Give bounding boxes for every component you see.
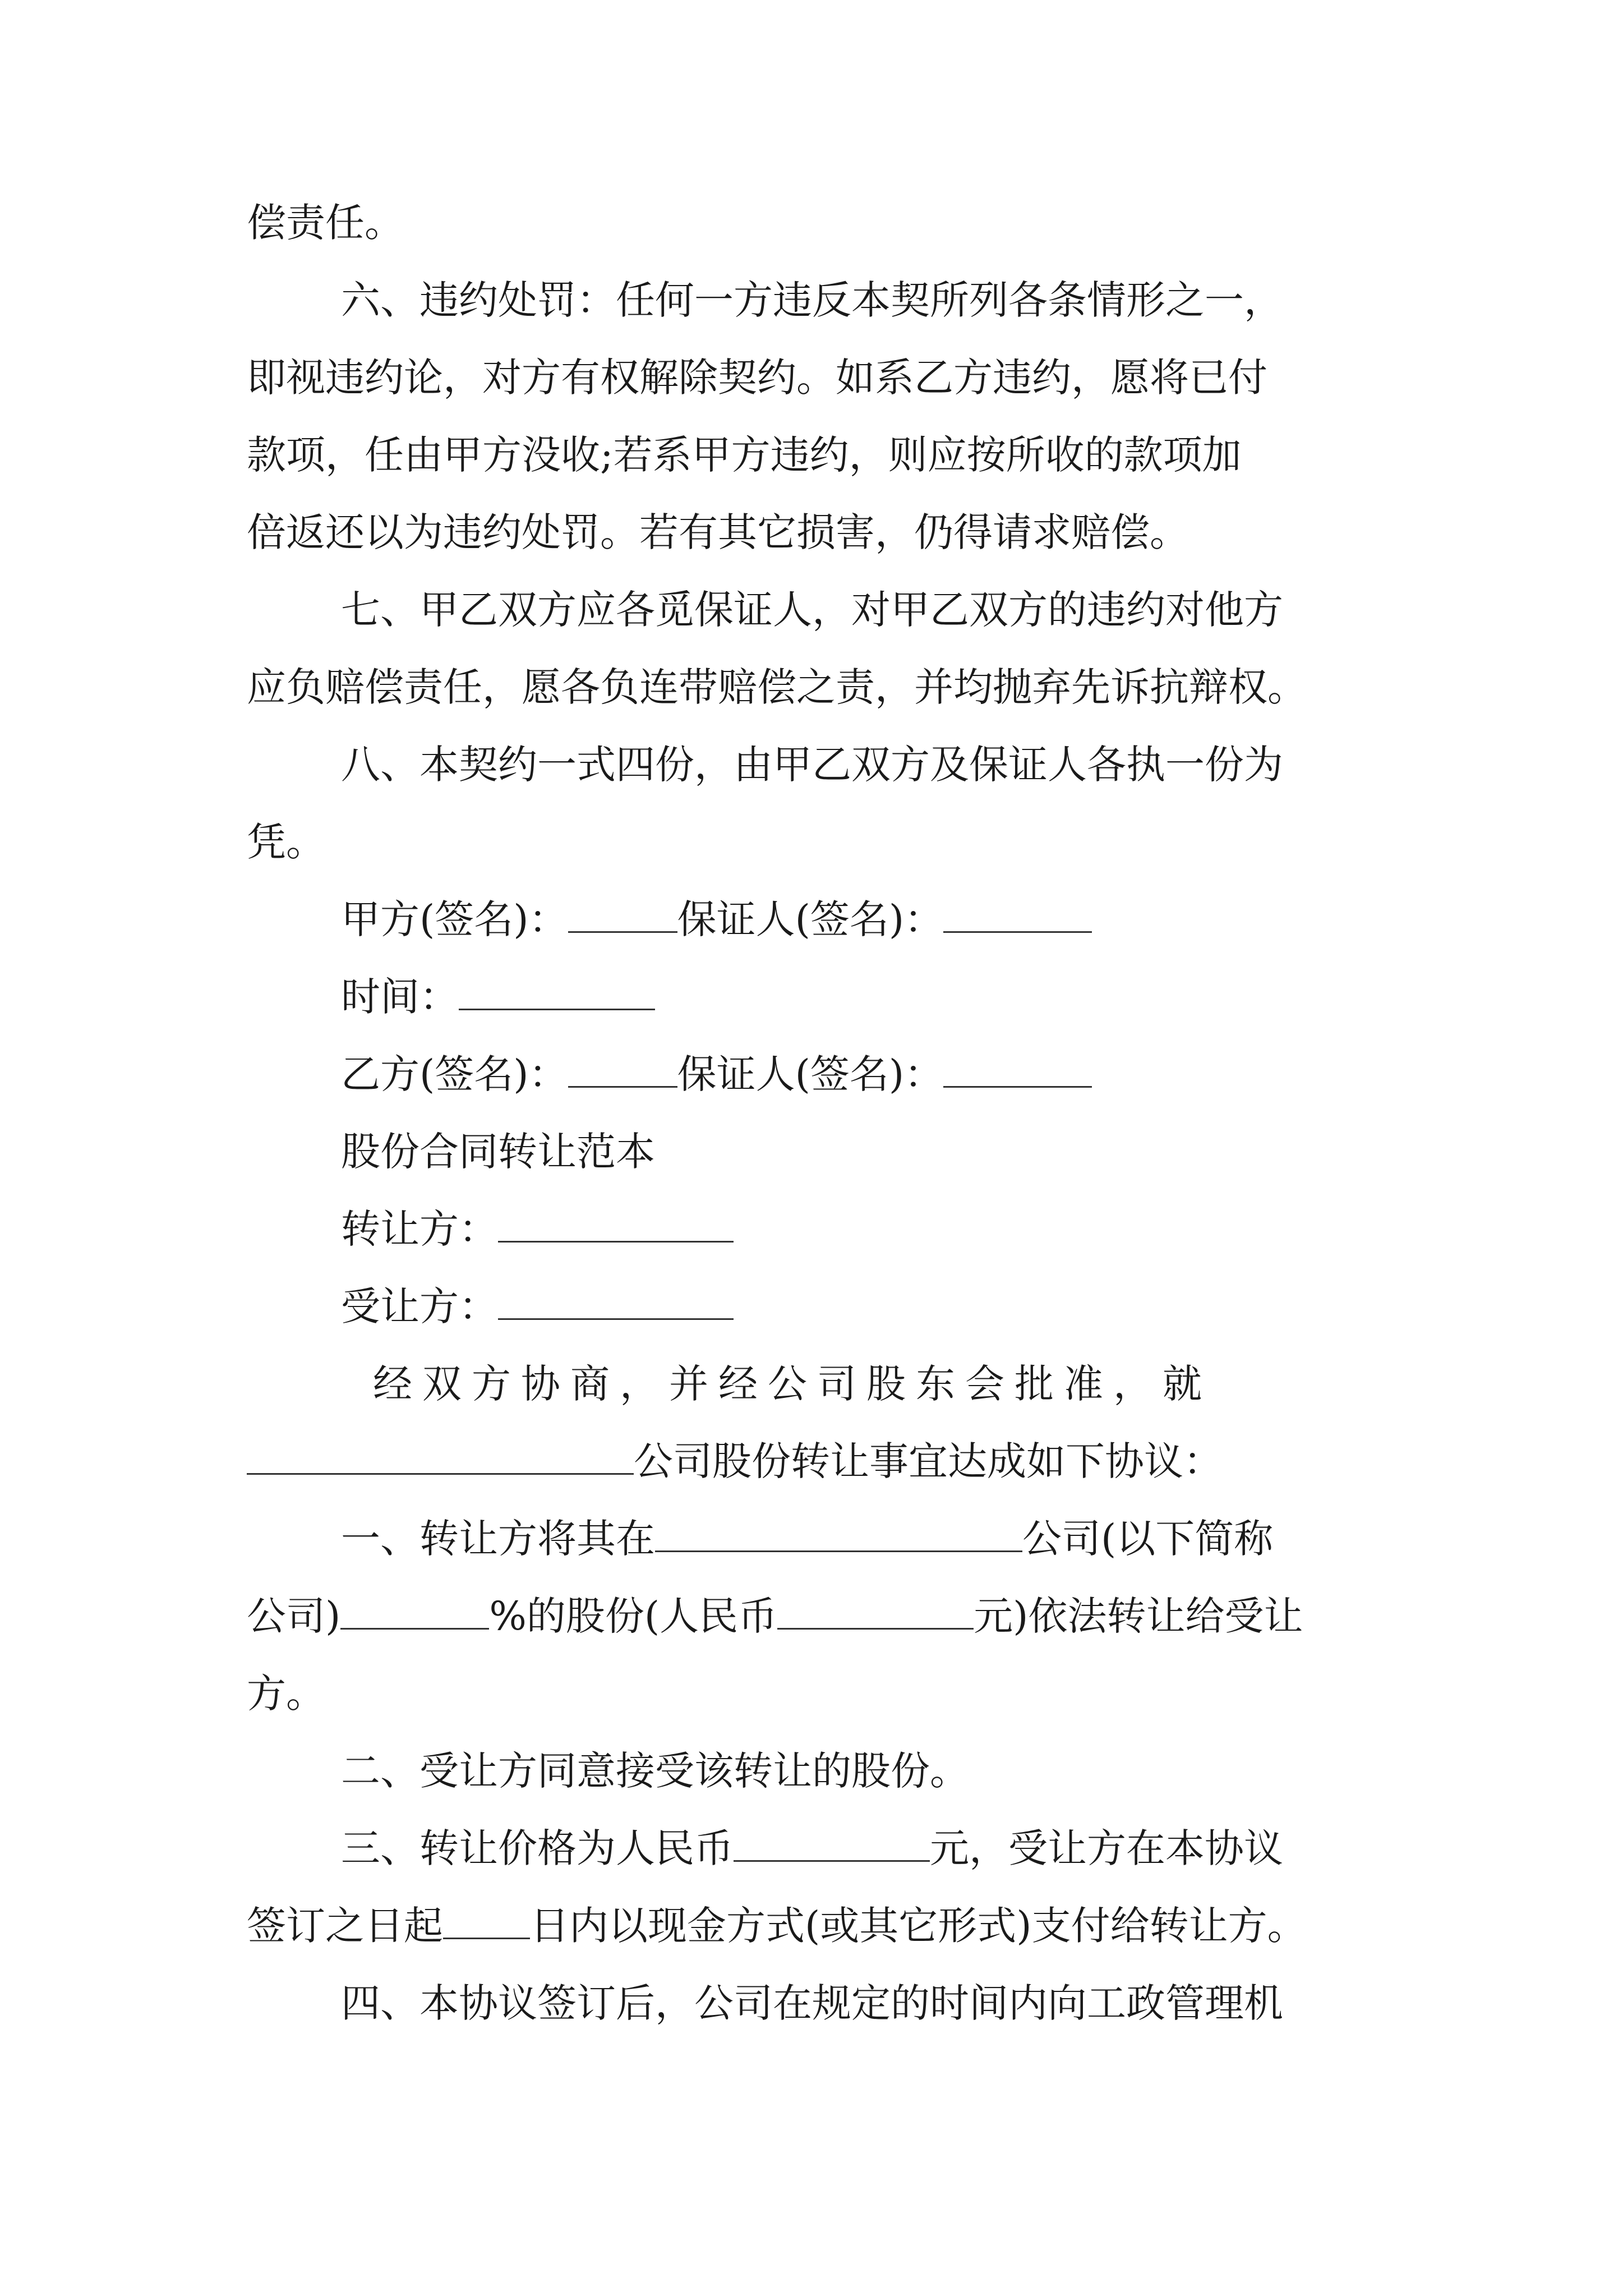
item2-text: 二、受让方同意接受该转让的股份。 [341, 1748, 969, 1794]
contract-title [341, 1126, 655, 1177]
item3-days-blank [443, 1905, 530, 1939]
item1-text-end: 方。 [247, 1671, 325, 1717]
item3-prefix: 三、转让价格为人民币 [341, 1825, 734, 1871]
guarantor-a-blank [943, 899, 1092, 933]
guarantor-b-label: 保证人(签名)： [677, 1051, 944, 1097]
party-a-label: 甲方(签名)： [341, 896, 568, 942]
item3-line1 [341, 1823, 1283, 1874]
party-a-signature-line [341, 894, 1092, 945]
party-b-label: 乙方(签名)： [341, 1051, 568, 1097]
company-name-blank [247, 1441, 634, 1475]
time-line [341, 972, 655, 1022]
party-a-blank [568, 899, 677, 933]
item1-company-blank [655, 1518, 1022, 1552]
item2-line [341, 1746, 969, 1796]
time-blank [459, 976, 655, 1010]
party-b-blank [568, 1053, 677, 1088]
item3-text-signed: 签订之日起 [247, 1903, 443, 1949]
item1-prefix: 一、转让方将其在 [341, 1516, 655, 1562]
item4-text: 四、本协议签订后，公司在规定的时间内向工政管理机 [341, 1980, 1283, 2026]
continuation-text: 偿责任。 [247, 200, 404, 246]
intro-text1: 经双方协商，并经公司股东会批准，就 [373, 1361, 1212, 1407]
transferee-blank [498, 1286, 734, 1320]
clause6-line3 [247, 430, 1242, 480]
clause6-text4: 倍返还以为违约处罚。若有其它损害，仍得请求赔偿。 [247, 509, 1189, 555]
clause8-text1: 八、本契约一式四份，由甲乙双方及保证人各执一份为 [341, 742, 1283, 788]
clause8-line1 [341, 739, 1283, 790]
clause8-line2 [247, 817, 325, 867]
item1-line1 [341, 1513, 1273, 1564]
transferee-label: 受让方： [341, 1283, 498, 1329]
transferor-blank [498, 1208, 734, 1243]
clause8-text2: 凭。 [247, 819, 325, 865]
transferor-line [341, 1204, 734, 1254]
contract-title-text: 股份合同转让范本 [341, 1129, 655, 1175]
clause6-line2 [247, 352, 1267, 403]
intro-line2 [247, 1436, 1223, 1487]
clause6-text3: 款项，任由甲方没收;若系甲方违约，则应按所收的款项加 [247, 432, 1242, 478]
clause6-line1 [341, 275, 1283, 325]
item3-price-blank [734, 1828, 930, 1862]
clause7-text1: 七、甲乙双方应各觅保证人，对甲乙双方的违约对他方 [341, 587, 1283, 633]
clause6-line4 [247, 507, 1189, 558]
item1-line3 [247, 1668, 325, 1719]
clause6-text2: 即视违约论，对方有权解除契约。如系乙方违约，愿将已付 [247, 355, 1267, 401]
item1-line2 [247, 1591, 1303, 1641]
clause6-text1: 六、违约处罚：任何一方违反本契所列各条情形之一， [341, 277, 1283, 323]
item1-suffix: 公司(以下简称 [1022, 1516, 1274, 1562]
clause7-line2 [247, 662, 1307, 712]
time-label: 时间： [341, 974, 459, 1020]
item1-text-transfer: 元)依法转让给受让 [974, 1593, 1303, 1639]
item1-text-company: 公司) [247, 1593, 341, 1639]
clause7-line1 [341, 585, 1283, 635]
item3-line2 [247, 1901, 1307, 1951]
guarantor-a-label: 保证人(签名)： [677, 896, 944, 942]
intro-line1 [373, 1359, 1212, 1409]
guarantor-b-blank [943, 1053, 1092, 1088]
item1-amount-blank [777, 1595, 974, 1630]
item3-text-payment: 日内以现金方式(或其它形式)支付给转让方。 [530, 1903, 1307, 1949]
intro-text2: 公司股份转让事宜达成如下协议： [634, 1438, 1223, 1484]
item4-line [341, 1978, 1283, 2028]
party-b-signature-line [341, 1049, 1092, 1099]
transferee-line [341, 1281, 734, 1332]
transferor-label: 转让方： [341, 1206, 498, 1252]
clause7-text2: 应负赔偿责任，愿各负连带赔偿之责，并均抛弃先诉抗辩权。 [247, 664, 1307, 710]
item1-percent-blank [340, 1595, 489, 1630]
item1-text-shares: %的股份(人民币 [489, 1593, 778, 1639]
item3-suffix: 元，受让方在本协议 [930, 1825, 1283, 1871]
continuation-line [247, 197, 404, 248]
